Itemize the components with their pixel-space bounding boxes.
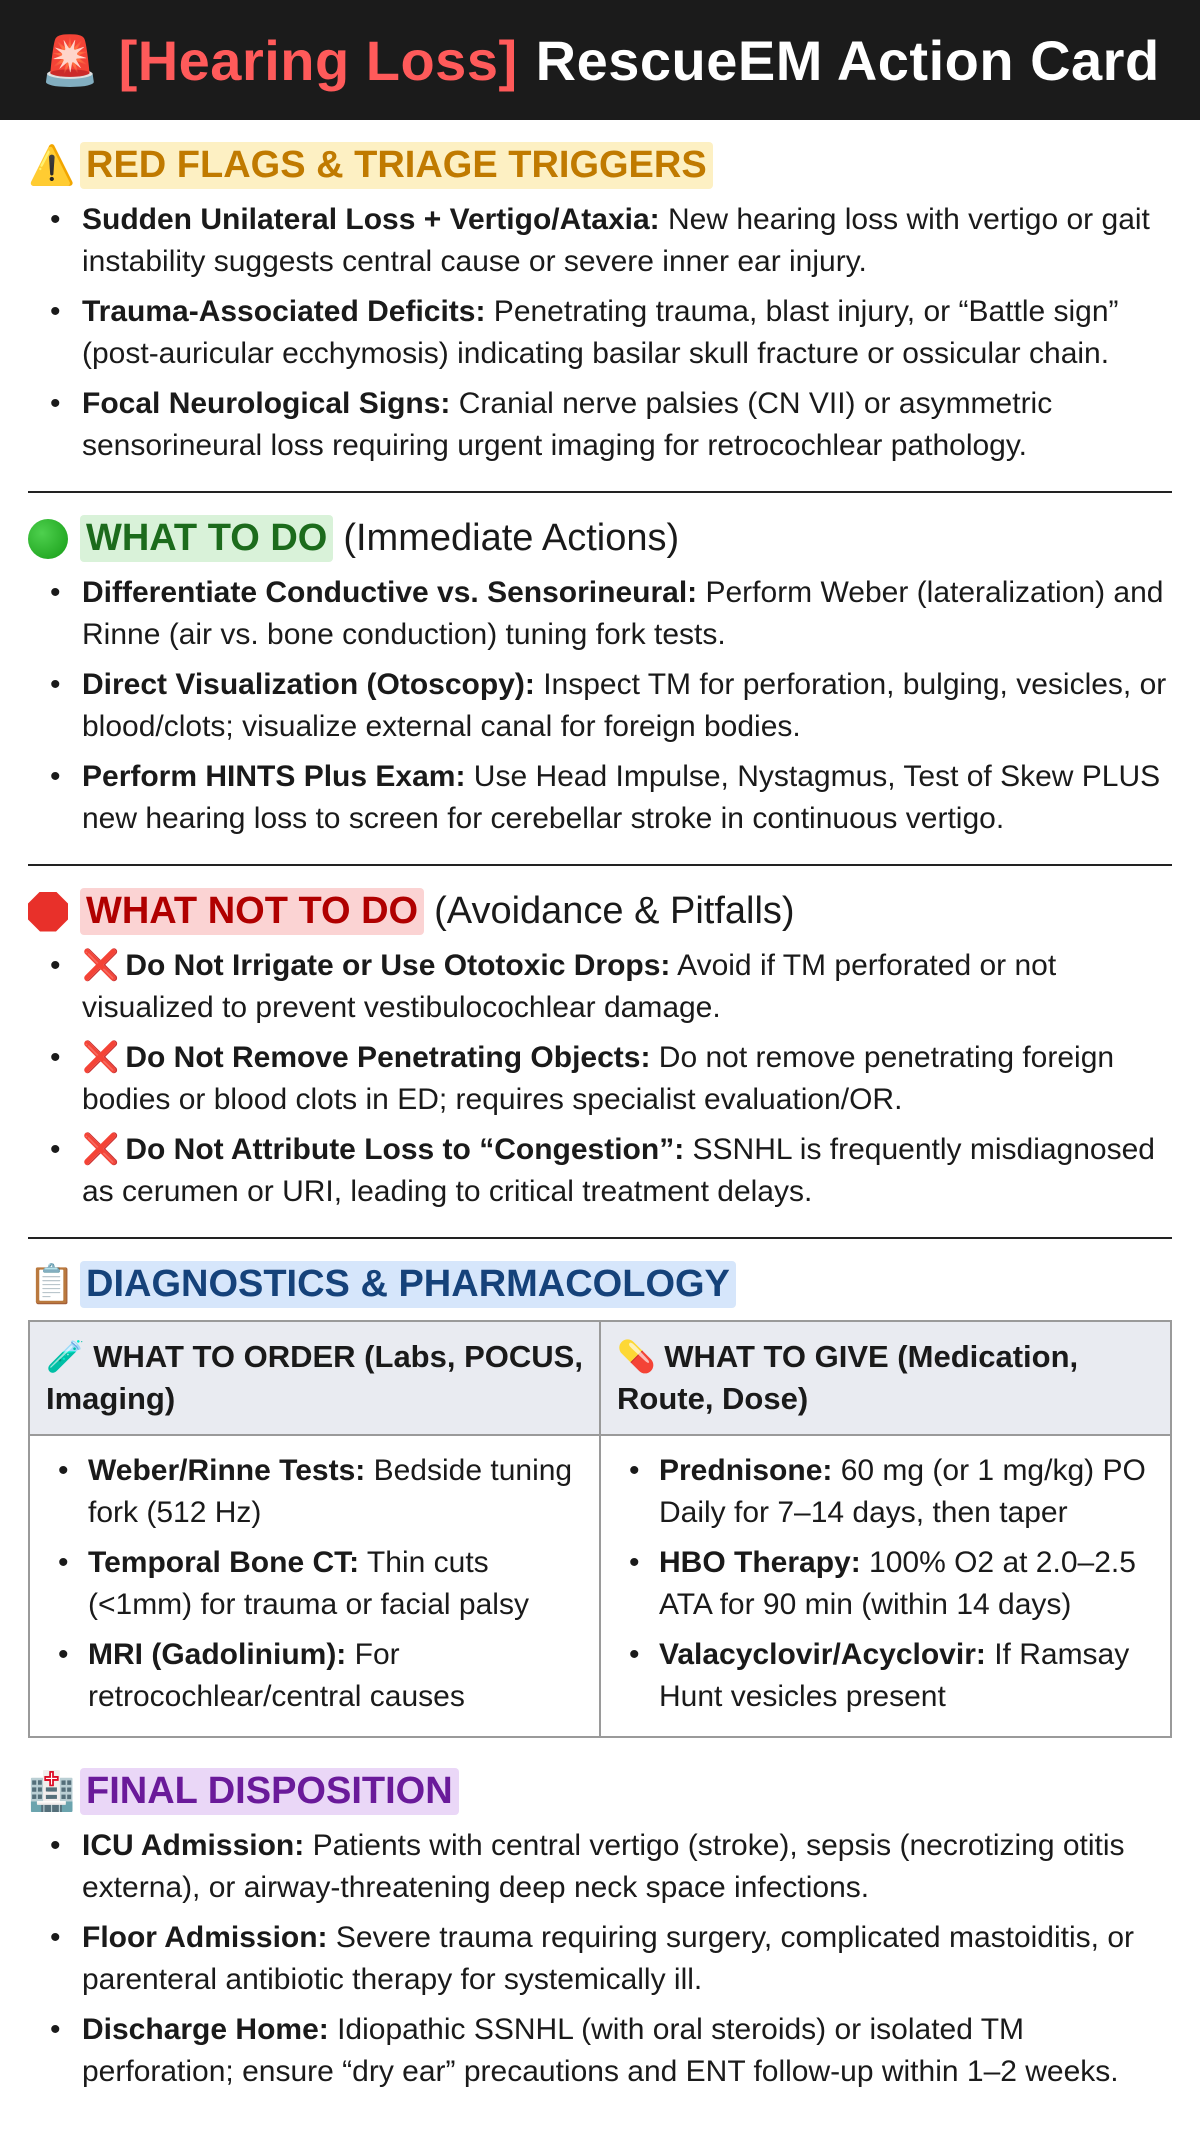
cross-mark-icon: ❌ bbox=[82, 1133, 120, 1166]
item-text: Severe trauma requiring surgery, complicated mastoiditis, or parenteral antibiotic therapy for systemically ill. bbox=[82, 1921, 1135, 1996]
item-label: Floor Admission: bbox=[82, 1921, 328, 1954]
warning-icon: ⚠️ bbox=[28, 144, 76, 187]
item-text: Inspect TM for perforation, bulging, vesicles, or blood/clots; visualize external canal for foreign bodies. bbox=[82, 668, 1167, 743]
list-item bbox=[28, 756, 1172, 840]
diagnostics-title: DIAGNOSTICS & PHARMACOLOGY bbox=[80, 1261, 736, 1308]
order-header bbox=[29, 1321, 600, 1435]
item-label: Sudden Unilateral Loss + Vertigo/Ataxia: bbox=[82, 203, 660, 236]
item-label: Valacyclovir/Acyclovir: bbox=[659, 1638, 986, 1671]
green-circle-icon bbox=[28, 519, 68, 559]
item-label: Temporal Bone CT: bbox=[88, 1546, 360, 1579]
item-label: Perform HINTS Plus Exam: bbox=[82, 760, 466, 793]
item-text: Do not remove penetrating foreign bodies or blood clots in ED; requires specialist evaluation/OR. bbox=[82, 1041, 1115, 1116]
list-item bbox=[28, 2009, 1172, 2093]
list-item bbox=[28, 291, 1172, 375]
pill-icon: 💊 bbox=[617, 1339, 656, 1374]
list-item bbox=[28, 383, 1172, 467]
list-item bbox=[611, 1450, 1160, 1534]
item-text: If Ramsay Hunt vesicles present bbox=[659, 1638, 1130, 1713]
item-label: Weber/Rinne Tests: bbox=[88, 1454, 366, 1487]
table-header-row bbox=[29, 1321, 1171, 1435]
list-item bbox=[40, 1634, 589, 1718]
list-item bbox=[40, 1450, 589, 1534]
item-label: Do Not Irrigate or Use Ototoxic Drops: bbox=[125, 949, 671, 982]
item-text: New hearing loss with vertigo or gait instability suggests central cause or severe inner ear injury. bbox=[82, 203, 1150, 278]
what-to-do-section bbox=[28, 493, 1172, 866]
what-not-to-do-section bbox=[28, 866, 1172, 1239]
list-item bbox=[28, 945, 1172, 1029]
list-item bbox=[28, 199, 1172, 283]
diagnostics-heading bbox=[28, 1261, 1172, 1308]
diagnostics-section bbox=[28, 1239, 1172, 1738]
title-topic: [Hearing Loss] bbox=[118, 28, 518, 92]
item-text: For retrocochlear/central causes bbox=[88, 1638, 465, 1713]
order-cell bbox=[29, 1435, 600, 1737]
item-label: Trauma-Associated Deficits: bbox=[82, 295, 486, 328]
red-flags-title: RED FLAGS & TRIAGE TRIGGERS bbox=[80, 142, 713, 189]
item-label: Direct Visualization (Otoscopy): bbox=[82, 668, 535, 701]
item-label: Do Not Attribute Loss to “Congestion”: bbox=[125, 1133, 685, 1166]
what-not-to-do-subtitle: (Avoidance & Pitfalls) bbox=[434, 890, 795, 932]
what-to-do-title: WHAT TO DO bbox=[80, 515, 333, 562]
what-not-to-do-list bbox=[28, 945, 1172, 1213]
item-label: Differentiate Conductive vs. Sensorineural: bbox=[82, 576, 698, 609]
item-text: Use Head Impulse, Nystagmus, Test of Skew PLUS new hearing loss to screen for cerebellar stroke in continuous vertigo. bbox=[82, 760, 1161, 835]
list-item bbox=[28, 1129, 1172, 1213]
give-header bbox=[600, 1321, 1171, 1435]
red-flags-list bbox=[28, 199, 1172, 467]
what-not-to-do-heading bbox=[28, 888, 1172, 935]
order-header-label: WHAT TO ORDER (Labs, POCUS, Imaging) bbox=[46, 1339, 583, 1416]
item-label: Focal Neurological Signs: bbox=[82, 387, 451, 420]
item-label: Do Not Remove Penetrating Objects: bbox=[125, 1041, 651, 1074]
item-label: ICU Admission: bbox=[82, 1829, 305, 1862]
list-item bbox=[28, 572, 1172, 656]
list-item bbox=[28, 664, 1172, 748]
give-cell bbox=[600, 1435, 1171, 1737]
order-list bbox=[40, 1450, 589, 1718]
disposition-title: FINAL DISPOSITION bbox=[80, 1768, 459, 1815]
item-text: SSNHL is frequently misdiagnosed as cerumen or URI, leading to critical treatment delays. bbox=[82, 1133, 1155, 1208]
siren-icon: 🚨 bbox=[40, 34, 101, 88]
what-to-do-list bbox=[28, 572, 1172, 840]
item-label: MRI (Gadolinium): bbox=[88, 1638, 347, 1671]
item-text: Cranial nerve palsies (CN VII) or asymmetric sensorineural loss requiring urgent imaging for retrocochlear pathology. bbox=[82, 387, 1053, 462]
title-bar bbox=[0, 0, 1200, 120]
disposition-list bbox=[28, 1825, 1172, 2093]
item-text: 100% O2 at 2.0–2.5 ATA for 90 min (within 14 days) bbox=[659, 1546, 1136, 1621]
list-item bbox=[40, 1542, 589, 1626]
give-list bbox=[611, 1450, 1160, 1718]
item-text: 60 mg (or 1 mg/kg) PO Daily for 7–14 days, then taper bbox=[659, 1454, 1146, 1529]
give-header-label: WHAT TO GIVE (Medication, Route, Dose) bbox=[617, 1339, 1079, 1416]
title-main: RescueEM Action Card bbox=[535, 28, 1160, 92]
hospital-icon: 🏥 bbox=[28, 1770, 76, 1813]
clipboard-icon: 📋 bbox=[28, 1263, 76, 1306]
item-text: Idiopathic SSNHL (with oral steroids) or isolated TM perforation; ensure “dry ear” precautions and ENT follow-up within 1–2 weeks. bbox=[82, 2013, 1119, 2088]
diagnostics-table bbox=[28, 1320, 1172, 1738]
item-label: Prednisone: bbox=[659, 1454, 833, 1487]
item-text: Bedside tuning fork (512 Hz) bbox=[88, 1454, 573, 1529]
red-flags-heading bbox=[28, 142, 1172, 189]
list-item bbox=[611, 1634, 1160, 1718]
red-flags-section bbox=[28, 120, 1172, 493]
what-not-to-do-title: WHAT NOT TO DO bbox=[80, 888, 424, 935]
disposition-heading bbox=[28, 1768, 1172, 1815]
test-tube-icon: 🧪 bbox=[46, 1339, 85, 1374]
cross-mark-icon: ❌ bbox=[82, 1041, 120, 1074]
item-text: Perform Weber (lateralization) and Rinne (air vs. bone conduction) tuning fork tests. bbox=[82, 576, 1164, 651]
item-label: HBO Therapy: bbox=[659, 1546, 861, 1579]
table-row bbox=[29, 1435, 1171, 1737]
stop-sign-icon bbox=[28, 892, 68, 932]
list-item bbox=[611, 1542, 1160, 1626]
item-text: Penetrating trauma, blast injury, or “Battle sign” (post-auricular ecchymosis) indicating basilar skull fracture or ossicular chain. bbox=[82, 295, 1119, 370]
list-item bbox=[28, 1037, 1172, 1121]
card-content bbox=[0, 120, 1200, 2093]
item-text: Avoid if TM perforated or not visualized to prevent vestibulocochlear damage. bbox=[82, 949, 1057, 1024]
disposition-section bbox=[28, 1738, 1172, 2093]
item-text: Patients with central vertigo (stroke), sepsis (necrotizing otitis externa), or airway-threatening deep neck space infections. bbox=[82, 1829, 1125, 1904]
item-label: Discharge Home: bbox=[82, 2013, 329, 2046]
item-text: Thin cuts (<1mm) for trauma or facial palsy bbox=[88, 1546, 529, 1621]
list-item bbox=[28, 1917, 1172, 2001]
list-item bbox=[28, 1825, 1172, 1909]
cross-mark-icon: ❌ bbox=[82, 949, 120, 982]
what-to-do-heading bbox=[28, 515, 1172, 562]
what-to-do-subtitle: (Immediate Actions) bbox=[343, 517, 680, 559]
